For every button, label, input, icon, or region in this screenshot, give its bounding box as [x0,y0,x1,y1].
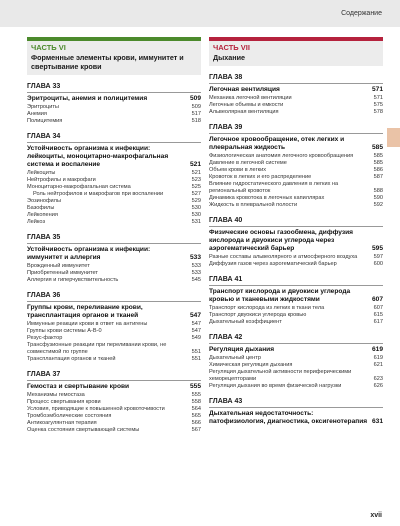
toc-entry-title: Регуляция дыхательной активности периферическими хеморецепторами [209,369,352,382]
chapter-title-row [209,346,383,354]
toc-entry-title: Процесс свертывания крови [27,399,101,405]
toc-entry-page: 509 [191,104,201,110]
part-title: Форменные элементы крови, иммунитет и свертывание крови [31,53,184,71]
toc-entry-page: 529 [191,198,201,204]
chapter-page: 509 [189,95,201,102]
chapter-title: Легочная вентиляция [209,86,280,93]
toc-entry [27,270,201,277]
toc-entry-title: Базофилы [27,205,55,211]
chapter-block [27,132,201,226]
toc-entry-page: 558 [191,399,201,405]
chapter-title-row [27,246,201,262]
toc-entry [27,263,201,270]
toc-entry-page: 530 [191,205,201,211]
toc-entry [27,104,201,111]
toc-entry-page: 530 [191,212,201,218]
toc-entry [209,102,383,109]
toc-entry-title: Условия, приводящие к повышенной кровоточивости [27,406,165,412]
page-number: xvii [370,512,382,519]
toc-entry-page: 518 [191,118,201,124]
toc-entry-page: 623 [373,376,383,382]
running-header [0,0,400,27]
toc-entry [27,399,201,406]
chapter-label: ГЛАВА 40 [209,216,383,227]
toc-entry-page: 619 [373,355,383,361]
toc-entry-title: Полицитемия [27,118,63,124]
toc-entry-page: 571 [373,95,383,101]
toc-entry [209,202,383,209]
chapter-list-left [27,82,201,434]
toc-entry [209,254,383,261]
toc-entry-title: Механика легочной вентиляции [209,95,292,101]
toc-entry-page: 521 [191,170,201,176]
toc-entry-title: Трансфузионные реакции при переливании крови, не совместимой по группе [27,342,167,355]
toc-entry [27,170,201,177]
toc-entry-title: Химическая регуляция дыхания [209,362,293,368]
running-header-title: Содержание [341,10,382,17]
toc-entry [27,406,201,413]
toc-entry [27,335,201,342]
toc-entry-page: 567 [191,427,201,433]
toc-entry-page: 527 [191,191,201,197]
toc-entry-page: 597 [373,254,383,260]
toc-entry-title: Резус-фактор [27,335,63,341]
toc-entry-page: 531 [191,219,201,225]
toc-entry-title: Дыхательный центр [209,355,261,361]
toc-entry-page: 586 [373,167,383,173]
toc-entry [27,212,201,219]
chapter-title-row [27,304,201,320]
toc-entry-title: Разные составы альвеолярного и атмосферного воздуха [209,254,358,260]
toc-entry-page: 549 [191,335,201,341]
toc-entry [209,362,383,369]
toc-entry-page: 517 [191,111,201,117]
chapter-label: ГЛАВА 34 [27,132,201,143]
chapter-title: Регуляция дыхания [209,346,275,353]
toc-entry [27,420,201,427]
toc-entry-page: 600 [373,261,383,267]
toc-entry-title: Диффузия газов через аэрогематический барьер [209,261,337,267]
toc-entry-title: Роль нейтрофилов и макрофагов при воспалении [33,191,164,197]
toc-entry [209,319,383,326]
toc-entry-title: Жидкость в плевральной полости [209,202,298,208]
toc-entry [209,109,383,116]
toc-entry-page: 592 [373,202,383,208]
toc-entry-page: 547 [191,321,201,327]
toc-entry-title: Лейкоз [27,219,46,225]
toc-entry-page: 587 [373,174,383,180]
toc-entry-page: 533 [191,263,201,269]
chapter-page: 619 [371,346,383,353]
chapter-title-row [209,288,383,304]
chapter-label: ГЛАВА 37 [27,370,201,381]
part-label: ЧАСТЬ VII [213,43,250,52]
toc-entry-page: 578 [373,109,383,115]
part-title: Дыхание [213,53,246,62]
section-thumb-tab [387,128,400,147]
toc-entry [27,342,201,356]
toc-entry-title: Анемия [27,111,47,117]
chapter-page: 555 [189,383,201,390]
toc-entry [27,413,201,420]
toc-entry [209,174,383,181]
toc-entry-page: 545 [191,277,201,283]
toc-column-left [27,37,201,434]
toc-entry-title: Лейкоциты [27,170,56,176]
toc-entry-page: 547 [191,328,201,334]
toc-entry-title: Эозинофилы [27,198,61,204]
toc-entry [27,219,201,226]
toc-entry [209,160,383,167]
toc-entry-page: 523 [191,177,201,183]
toc-entry-page: 566 [191,420,201,426]
chapter-page: 585 [371,144,383,151]
toc-entry [209,312,383,319]
toc-entry-page: 525 [191,184,201,190]
chapter-title: Устойчивость организма к инфекции: лейкоциты, моноцитарно-макрофагальная система и воспаление [27,145,169,168]
chapter-block [27,82,201,125]
toc-entry-title: Легочные объемы и емкости [209,102,284,108]
chapter-title: Группы крови, переливание крови, трансплантация органов и тканей [27,304,143,319]
toc-entry [27,277,201,284]
toc-entry [27,177,201,184]
toc-entry-title: Регуляция дыхания во время физической нагрузки [209,383,342,389]
chapter-block [209,275,383,326]
toc-entry [27,356,201,363]
chapter-title: Физические основы газообмена, диффузия кислорода и двуокиси углерода через аэрогематический барьер [209,229,354,252]
chapter-label: ГЛАВА 42 [209,333,383,344]
toc-entry [209,181,383,195]
toc-entry [27,198,201,205]
toc-entry [27,205,201,212]
chapter-page: 607 [371,296,383,303]
chapter-title-row [209,410,383,426]
toc-entry [27,118,201,125]
toc-entry-page: 555 [191,392,201,398]
chapter-block [209,123,383,209]
toc-entry-title: Транспорт двуокиси углерода кровью [209,312,307,318]
chapter-label: ГЛАВА 38 [209,73,383,84]
chapter-title-row [27,95,201,103]
toc-entry-title: Приобретенный иммунитет [27,270,98,276]
chapter-list-right [209,73,383,426]
chapter-block [27,370,201,434]
toc-entry [27,111,201,118]
chapter-block [27,233,201,284]
toc-entry-page: 551 [191,349,201,355]
chapter-block [209,73,383,116]
toc-entry-title: Лейкопения [27,212,58,218]
toc-entry-title: Трансплантация органов и тканей [27,356,116,362]
chapter-label: ГЛАВА 41 [209,275,383,286]
toc-entry [27,191,201,198]
toc-entry-title: Врожденный иммунитет [27,263,90,269]
chapter-title: Устойчивость организма к инфекции: иммунитет и аллергия [27,246,151,261]
toc-entry-page: 564 [191,406,201,412]
toc-entry [27,321,201,328]
toc-entry-title: Аллергия и гиперчувствительность [27,277,119,283]
toc-entry [27,427,201,434]
chapter-block [209,333,383,390]
toc-entry-title: Эритроциты [27,104,59,110]
toc-entry [209,167,383,174]
toc-entry-title: Давление в легочной системе [209,160,287,166]
part-label: ЧАСТЬ VI [31,43,66,52]
toc-entry [27,184,201,191]
chapter-block [27,291,201,363]
toc-column-right [209,37,383,427]
toc-entry-page: 585 [373,160,383,166]
toc-entry-page: 585 [373,153,383,159]
chapter-page: 571 [371,86,383,93]
toc-entry [209,153,383,160]
chapter-label: ГЛАВА 33 [27,82,201,93]
toc-entry-title: Кровоток в легких и его распределение [209,174,312,180]
part-header-left [27,37,201,75]
toc-entry [209,355,383,362]
toc-entry-page: 565 [191,413,201,419]
toc-entry-page: 588 [373,188,383,194]
toc-entry-title: Влияние гидростатического давления в легких на региональный кровоток [209,181,339,194]
toc-entry [209,305,383,312]
chapter-page: 521 [189,161,201,168]
chapter-title-row [209,229,383,253]
toc-entry-title: Группы крови системы А-В-0 [27,328,102,334]
part-header-right [209,37,383,66]
chapter-label: ГЛАВА 43 [209,397,383,408]
toc-entry-title: Физиологическая анатомия легочного кровообращения [209,153,354,159]
chapter-title: Транспорт кислорода и двуокиси углерода кровью и тканевыми жидкостями [209,288,351,303]
toc-entry [209,383,383,390]
toc-entry-title: Динамика кровотока в легочных капиллярах [209,195,325,201]
toc-entry-title: Оценка состояния свертывающей системы [27,427,140,433]
toc-entry-title: Альвеолярная вентиляция [209,109,279,115]
toc-entry-page: 626 [373,383,383,389]
chapter-title: Эритроциты, анемия и полицитемия [27,95,148,102]
toc-entry [27,328,201,335]
chapter-label: ГЛАВА 35 [27,233,201,244]
chapter-title: Гемостаз и свертывание крови [27,383,130,390]
toc-entry-title: Моноцитарно-макрофагальная система [27,184,131,190]
chapter-title: Дыхательная недостаточность: патофизиология, диагностика, оксигенотерапия [209,410,368,425]
toc-entry-title: Тромбоэмболические состояния [27,413,112,419]
toc-entry-page: 590 [373,195,383,201]
toc-entry-page: 575 [373,102,383,108]
chapter-block [209,397,383,426]
toc-entry [209,369,383,383]
chapter-title: Легочное кровообращение, отек легких и плевральная жидкость [209,136,345,151]
chapter-label: ГЛАВА 39 [209,123,383,134]
chapter-label: ГЛАВА 36 [27,291,201,302]
toc-entry [209,95,383,102]
chapter-page: 595 [371,245,383,252]
toc-entry-page: 617 [373,319,383,325]
toc-entry [209,261,383,268]
toc-entry [27,392,201,399]
chapter-block [209,216,383,268]
chapter-page: 631 [371,418,383,425]
toc-entry-title: Дыхательный коэффициент [209,319,282,325]
chapter-title-row [27,145,201,169]
toc-entry-title: Иммунные реакции крови в ответ на антигены [27,321,148,327]
chapter-page: 533 [189,254,201,261]
toc-entry-page: 533 [191,270,201,276]
chapter-page: 547 [189,312,201,319]
toc-entry-page: 621 [373,362,383,368]
toc-entry-page: 551 [191,356,201,362]
toc-entry-title: Объем крови в легких [209,167,267,173]
chapter-title-row [209,136,383,152]
toc-entry-page: 607 [373,305,383,311]
chapter-title-row [27,383,201,391]
toc-entry-title: Нейтрофилы и макрофаги [27,177,96,183]
toc-entry-page: 615 [373,312,383,318]
toc-entry [209,195,383,202]
toc-entry-title: Механизмы гемостаза [27,392,85,398]
toc-entry-title: Транспорт кислорода из легких в ткани тела [209,305,325,311]
chapter-title-row [209,86,383,94]
toc-entry-title: Антикоагулянтная терапия [27,420,97,426]
